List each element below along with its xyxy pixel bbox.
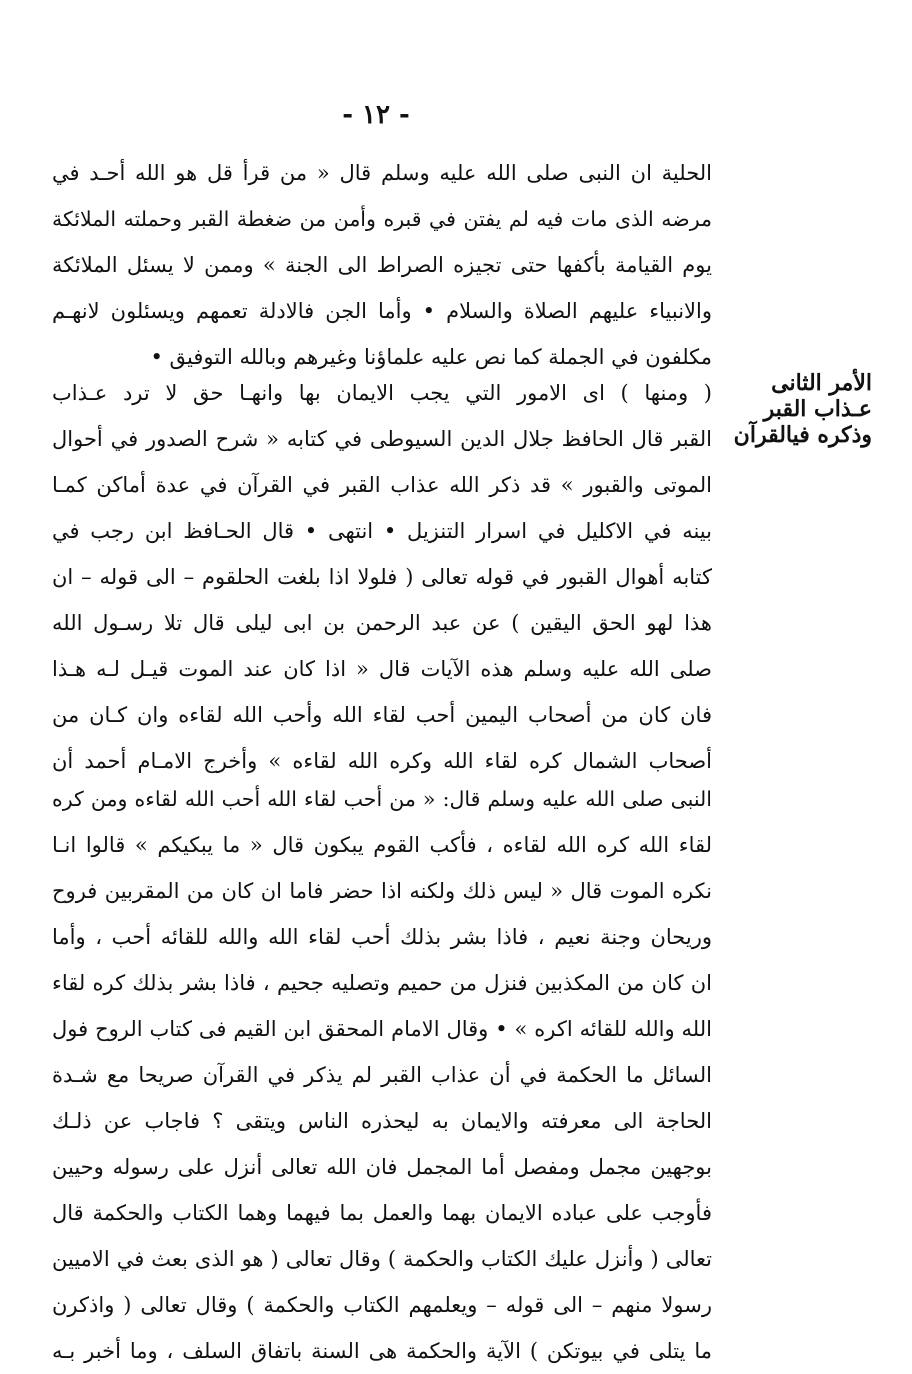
text-line: وريحان وجنة نعيم ، فاذا بشر بذلك أحب لقاء الله والله للقائه أحب ، وأما — [52, 925, 712, 949]
text-line: تعالى ( وأنزل عليك الكتاب والحكمة ) وقال تعالى ( هو الذى بعث في الاميين — [52, 1247, 712, 1271]
text-line: الله والله للقائه اكره » • وقال الامام المحقق ابن القيم فى كتاب الروح فول — [52, 1017, 712, 1041]
text-line: نكره الموت قال « ليس ذلك ولكنه اذا حضر فاما ان كان من المقربين فروح — [52, 879, 712, 903]
text-line: ( ومنها ) اى الامور التي يجب الايمان بها وانهـا حق لا ترد عـذاب — [52, 381, 712, 405]
text-line: يوم القيامة بأكفها حتى تجيزه الصراط الى الجنة » وممن لا يسئل الملائكة — [52, 253, 712, 277]
text-line: ان كان من المكذبين فنزل من حميم وتصليه جحيم ، فاذا بشر بذلك كره لقاء — [52, 971, 712, 995]
text-line: الحلية ان النبى صلى الله عليه وسلم قال « من قرأ قل هو الله أحـد في — [52, 161, 712, 185]
text-line: النبى صلى الله عليه وسلم قال: « من أحب لقاء الله أحب الله لقاءه ومن كره — [52, 787, 712, 811]
margin-heading-line: وذكره فيالقرآن — [733, 422, 872, 448]
text-line: لقاء الله كره الله لقاءه ، فأكب القوم يبكون قال « ما يبكيكم » قالوا انـا — [52, 833, 712, 857]
paragraph-2 — [52, 370, 712, 784]
text-line: أصحاب الشمال كره لقاء الله وكره الله لقاءه » وأخرج الامـام أحمد أن — [52, 749, 712, 773]
text-line: مكلفون في الجملة كما نص عليه علماؤنا وغيرهم وبالله التوفيق • — [150, 345, 712, 369]
text-line: رسولا منهم – الى قوله – ويعلمهم الكتاب والحكمة ) وقال تعالى ( واذكرن — [52, 1293, 712, 1317]
text-line: ما يتلى في بيوتكن ) الآية والحكمة هى السنة باتفاق السلف ، وما أخبر بـه — [52, 1339, 712, 1363]
paragraph-1 — [52, 150, 712, 380]
text-line: القبر قال الحافظ جلال الدين السيوطى في كتابه « شرح الصدور في أحوال — [52, 427, 712, 451]
text-line: مرضه الذى مات فيه لم يفتن في قبره وأمن من ضغطة القبر وحملته الملائكة — [52, 207, 712, 231]
text-line: بينه في الاكليل في اسرار التنزيل • انتهى • قال الحـافظ ابن رجب في — [52, 519, 712, 543]
margin-heading-line: الأمر الثانى — [771, 370, 872, 396]
text-line: كتابه أهوال القبور في قوله تعالى ( فلولا اذا بلغت الحلقوم – الى قوله – ان — [52, 565, 712, 589]
text-line: والانبياء عليهم الصلاة والسلام • وأما الجن فالادلة تعمهم ويسئلون لانهـم — [52, 299, 712, 323]
margin-heading-line: عـذاب القبر — [763, 396, 872, 422]
text-line: هذا لهو الحق اليقين ) عن عبد الرحمن بن ابى ليلى قال تلا رسـول الله — [52, 611, 712, 635]
text-line: صلى الله عليه وسلم هذه الآيات قال « اذا كان عند الموت قيـل لـه هـذا — [52, 657, 712, 681]
text-line: الحاجة الى معرفته والايمان به ليحذره الناس ويتقى ؟ فاجاب عن ذلـك — [52, 1109, 712, 1133]
margin-heading — [722, 370, 872, 448]
text-line: فان كان من أصحاب اليمين أحب لقاء الله وأحب الله لقاءه وان كـان من — [52, 703, 712, 727]
page-number: - ١٢ - — [342, 100, 410, 130]
text-line: فأوجب على عباده الايمان بهما والعمل بما فيهما وهما الكتاب والحكمة قال — [52, 1201, 712, 1225]
text-line: بوجهين مجمل ومفصل أما المجمل فان الله تعالى أنزل على رسوله وحيين — [52, 1155, 712, 1179]
paragraph-3 — [52, 776, 712, 1374]
text-line: الموتى والقبور » قد ذكر الله عذاب القبر في القرآن في عدة أماكن كمـا — [52, 473, 712, 497]
text-line: السائل ما الحكمة في أن عذاب القبر لم يذكر في القرآن صريحا مع شـدة — [52, 1063, 712, 1087]
